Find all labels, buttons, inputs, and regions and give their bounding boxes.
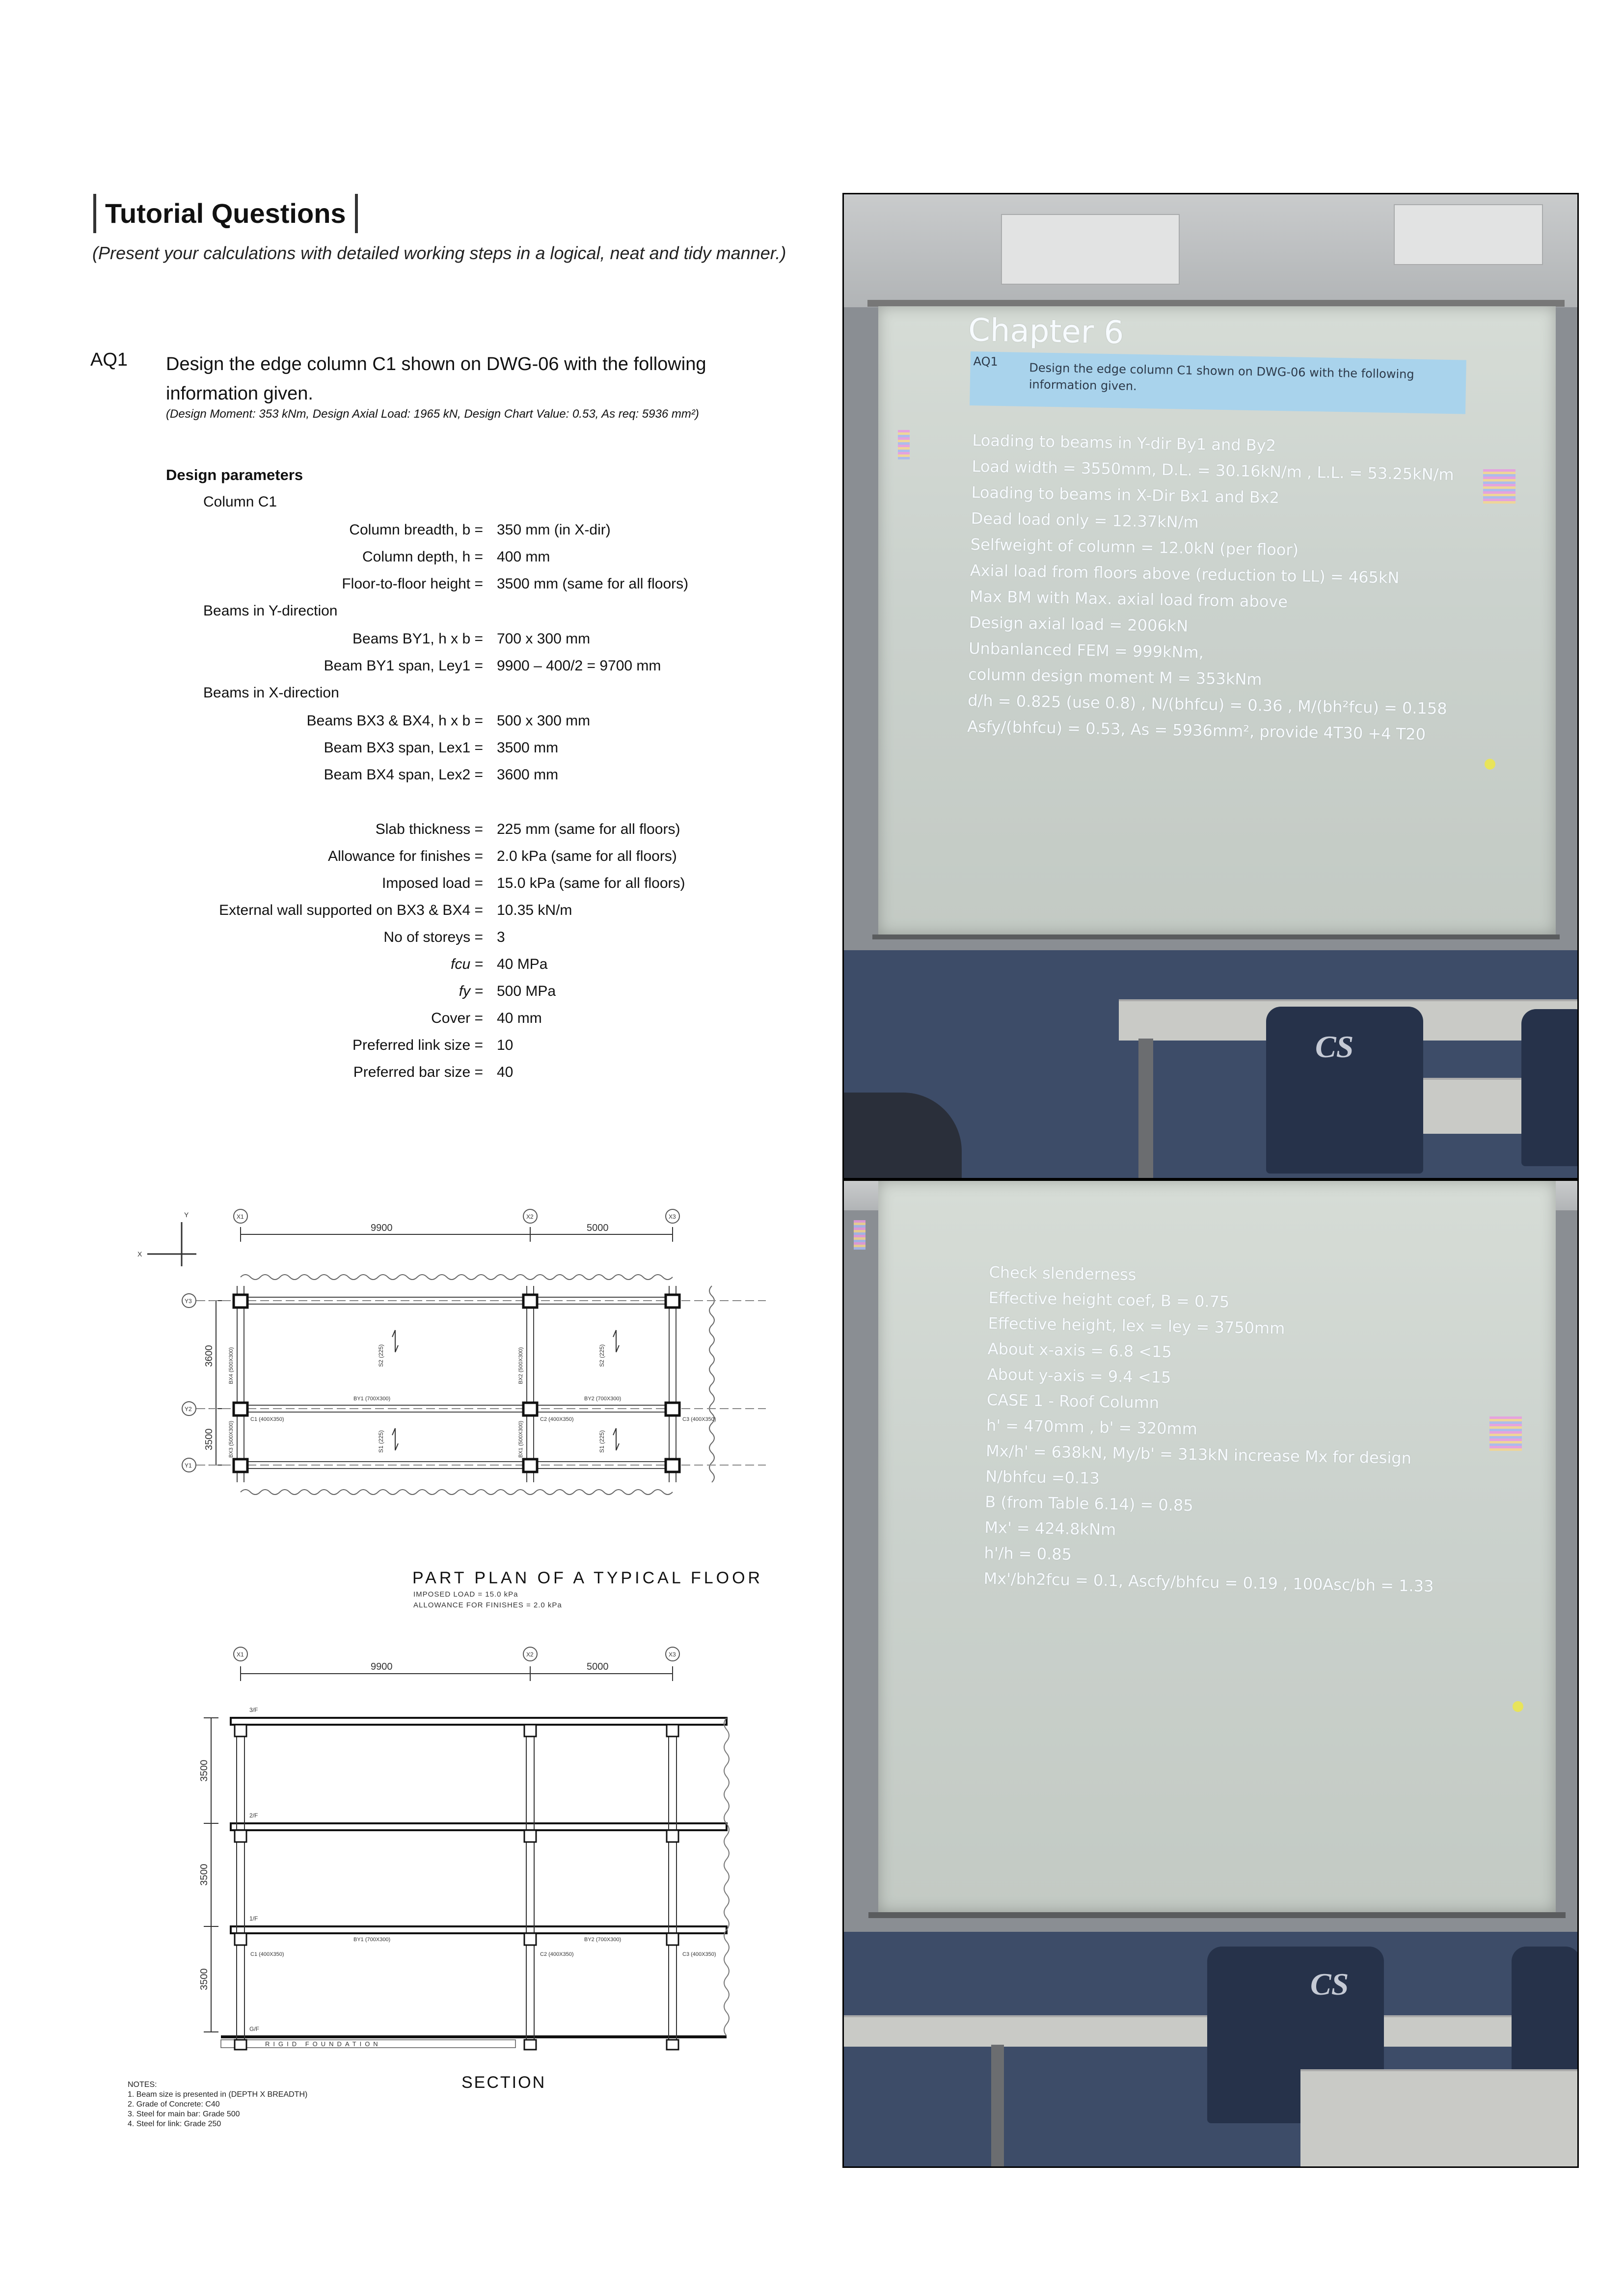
slab-s2-label: S2 (225)	[598, 1344, 605, 1367]
grid-x2: X2	[526, 1213, 534, 1220]
chair-logo: CS	[1310, 1967, 1349, 2002]
screen-bottom-bar	[872, 934, 1560, 939]
section-beam-by1: BY1 (700X300)	[353, 1937, 391, 1943]
height-dim: 3500	[199, 1760, 210, 1782]
slide-box-text: Design the edge column C1 shown on DWG-06 with the following information given.	[1028, 361, 1414, 393]
beam-bx1-label: BX1 (500X300)	[518, 1420, 524, 1458]
level-label: 2/F	[249, 1812, 258, 1819]
notes-heading: NOTES:	[128, 2081, 157, 2089]
param-label: fy =	[459, 983, 483, 999]
param-value: 10.35 kN/m	[497, 902, 572, 918]
slide-line: Loading to beams in Y-dir By1 and By2	[972, 430, 1276, 455]
slab-s1-label: S1 (225)	[598, 1430, 605, 1453]
section-beam-by2: BY2 (700X300)	[584, 1937, 622, 1943]
slide-line: Effective height, lex = ley = 3750mm	[988, 1313, 1285, 1338]
screen-artifact	[898, 430, 910, 459]
plan-note-finishes: ALLOWANCE FOR FINISHES = 2.0 kPa	[413, 1601, 562, 1609]
section-drawing	[191, 1634, 766, 2066]
grid-y2: Y2	[185, 1406, 192, 1413]
plan-columns	[234, 1295, 679, 1472]
floor-plan-drawing	[128, 1198, 766, 1620]
desk	[1300, 2069, 1579, 2168]
slide-line: Load width = 3550mm, D.L. = 30.16kN/m , L.L. = 53.25kN/m	[972, 456, 1454, 484]
axis-x-label: X	[137, 1250, 142, 1258]
param-value: 400 mm	[497, 549, 550, 565]
ceiling-light	[1394, 204, 1543, 265]
ceiling-light	[1001, 214, 1180, 285]
param-label: Imposed load =	[382, 875, 483, 891]
slide-line: B (from Table 6.14) = 0.85	[985, 1492, 1193, 1515]
axis-y-label: Y	[184, 1211, 189, 1219]
param-label: Column depth, h =	[362, 549, 483, 565]
param-label: Cover =	[431, 1010, 483, 1026]
section-grid-x1: X1	[237, 1651, 244, 1658]
param-label: Beams BY1, h x b =	[352, 631, 483, 647]
col-c1-label: C1 (400X350)	[250, 1416, 284, 1422]
beam-bx2-label: BX2 (500X300)	[518, 1347, 524, 1384]
param-label: Allowance for finishes =	[328, 848, 483, 864]
slide-1-body	[967, 427, 1455, 748]
slide-line: Mx/h' = 638kN, My/b' = 313kN increase Mx for design	[985, 1441, 1412, 1468]
param-value: 3500 mm	[497, 740, 559, 756]
slide-line: Axial load from floors above (reduction to LL) = 465kN	[970, 561, 1400, 587]
param-value: 40	[497, 1064, 514, 1080]
screen-artifact	[1483, 469, 1515, 504]
section-dim-9900: 9900	[371, 1661, 393, 1672]
section-beam-drops	[235, 1725, 678, 2050]
chair	[1521, 1009, 1579, 1166]
screen-housing	[867, 300, 1565, 307]
break-line-top	[241, 1275, 673, 1280]
param-label: Beam BX3 span, Lex1 =	[324, 740, 483, 756]
beams-y-heading: Beams in Y-direction	[203, 603, 338, 619]
slide-line: N/bhfcu =0.13	[985, 1467, 1100, 1488]
laser-pointer-dot	[1485, 759, 1495, 770]
slide-line: Design axial load = 2006kN	[969, 613, 1189, 636]
span-arrows	[392, 1330, 622, 1450]
slab-s1-label: S1 (225)	[378, 1430, 384, 1453]
plan-note-imposed: IMPOSED LOAD = 15.0 kPa	[413, 1590, 518, 1599]
slide-line: CASE 1 - Roof Column	[986, 1390, 1160, 1413]
note-item: 1. Beam size is presented in (DEPTH X BREADTH)	[128, 2090, 308, 2099]
param-label: Slab thickness =	[375, 821, 483, 837]
lecture-photo-1	[842, 193, 1579, 1179]
param-value: 15.0 kPa (same for all floors)	[497, 875, 685, 891]
screen-artifact	[1489, 1416, 1522, 1451]
section-columns	[237, 1725, 676, 2040]
level-label: 3/F	[249, 1707, 258, 1713]
col-c2-label: C2 (400X350)	[540, 1416, 574, 1422]
slide-line: h' = 470mm , b' = 320mm	[986, 1415, 1198, 1439]
slide-line: Max BM with Max. axial load from above	[969, 587, 1288, 612]
height-dim: 3500	[199, 1968, 210, 1990]
dim-5000: 5000	[587, 1223, 609, 1233]
screen-artifact	[854, 1220, 866, 1250]
slide-line: Dead load only = 12.37kN/m	[971, 508, 1199, 532]
question-text: Design the edge column C1 shown on DWG-06 with the following information given.	[166, 354, 706, 404]
slide-chapter-title: Chapter 6	[968, 312, 1124, 351]
slide-line: Check slenderness	[989, 1262, 1136, 1284]
slide-line: Asfy/(bhfcu) = 0.53, As = 5936mm², provide 4T30 +4 T20	[967, 717, 1426, 744]
level-label: G/F	[249, 2026, 259, 2032]
slide-question-box	[970, 351, 1466, 414]
param-value: 700 x 300 mm	[497, 631, 591, 647]
notes	[128, 2080, 307, 2129]
question-number: AQ1	[90, 349, 128, 370]
param-value: 40 MPa	[497, 956, 548, 972]
section-grid-x3: X3	[669, 1651, 676, 1658]
plan-beams	[237, 1286, 676, 1482]
section-dim-5000: 5000	[587, 1661, 609, 1672]
column-heading: Column C1	[203, 494, 277, 510]
plan-title: PART PLAN OF A TYPICAL FLOOR	[412, 1569, 763, 1587]
note-item: 4. Steel for link: Grade 250	[128, 2120, 221, 2128]
slide-2-body	[983, 1259, 1439, 1599]
grid-y3: Y3	[185, 1298, 192, 1305]
param-label: Beam BX4 span, Lex2 =	[324, 767, 483, 783]
param-value: 3600 mm	[497, 767, 559, 783]
desk-leg	[991, 2045, 1004, 2168]
break-line-bottom	[241, 1490, 673, 1495]
param-value: 500 x 300 mm	[497, 713, 591, 729]
slide-line: Mx' = 424.8kNm	[984, 1518, 1116, 1539]
param-label: No of storeys =	[383, 929, 483, 945]
chair-logo: CS	[1315, 1029, 1354, 1064]
slide-line: Selfweight of column = 12.0kN (per floor)	[970, 534, 1299, 560]
height-dim: 3500	[199, 1864, 210, 1886]
col-c3-label: C3 (400X350)	[682, 1416, 716, 1422]
slab-s2-label: S2 (225)	[378, 1344, 384, 1367]
param-label: Preferred bar size =	[353, 1064, 483, 1080]
beam-by2-label: BY2 (700X300)	[584, 1396, 622, 1402]
section-break-line	[724, 1718, 729, 2036]
param-value: 225 mm (same for all floors)	[497, 821, 680, 837]
slide-box-number: AQ1	[973, 354, 999, 369]
param-label: Preferred link size =	[352, 1037, 483, 1053]
slide-line: Mx'/bh2fcu = 0.1, Ascfy/bhfcu = 0.19 , 100Asc/bh = 1.33	[983, 1569, 1434, 1596]
param-value: 3	[497, 929, 505, 945]
section-col-c3: C3 (400X350)	[682, 1951, 716, 1957]
param-value: 9900 – 400/2 = 9700 mm	[497, 658, 661, 674]
note-item: 3. Steel for main bar: Grade 500	[128, 2110, 240, 2118]
param-value: 3500 mm (same for all floors)	[497, 576, 689, 592]
page-title: Tutorial Questions	[93, 194, 358, 233]
param-label: External wall supported on BX3 & BX4 =	[219, 902, 483, 918]
grid-x1: X1	[237, 1213, 244, 1220]
param-value: 350 mm (in X-dir)	[497, 522, 611, 538]
param-label: Beams BX3 & BX4, h x b =	[306, 713, 483, 729]
slide-line: About x-axis = 6.8 <15	[987, 1339, 1172, 1362]
dim-3500: 3500	[204, 1428, 215, 1450]
note-item: 2. Grade of Concrete: C40	[128, 2100, 220, 2109]
question-hint: (Design Moment: 353 kNm, Design Axial Load: 1965 kN, Design Chart Value: 0.53, As req: 5936 mm²)	[166, 407, 699, 421]
param-label: fcu =	[451, 956, 483, 972]
param-value: 2.0 kPa (same for all floors)	[497, 848, 677, 864]
param-label: Beam BY1 span, Ley1 =	[324, 658, 483, 674]
param-label: Column breadth, b =	[349, 522, 483, 538]
dim-3600: 3600	[204, 1345, 215, 1367]
slide-line: Unbanlanced FEM = 999kNm,	[968, 639, 1204, 662]
laser-pointer-dot	[1513, 1701, 1523, 1712]
beam-by1-label: BY1 (700X300)	[353, 1396, 391, 1402]
grid-lines	[196, 1301, 766, 1465]
section-col-c1: C1 (400X350)	[250, 1951, 284, 1957]
beam-bx4-label: BX4 (500X300)	[228, 1347, 234, 1384]
lecture-photo-2	[842, 1179, 1579, 2168]
beams-x-heading: Beams in X-direction	[203, 685, 339, 701]
grid-x3: X3	[669, 1213, 676, 1220]
section-slabs	[231, 1718, 727, 1933]
dim-9900: 9900	[371, 1223, 393, 1233]
slide-line: Loading to beams in X-Dir Bx1 and Bx2	[971, 482, 1280, 507]
design-parameters-title: Design parameters	[166, 466, 303, 483]
param-label: Floor-to-floor height =	[342, 576, 483, 592]
desk-leg	[1138, 1039, 1153, 1179]
param-value: 10	[497, 1037, 514, 1053]
grid-y1: Y1	[185, 1462, 192, 1469]
slide-line: Effective height coef, B = 0.75	[988, 1288, 1230, 1311]
section-title: SECTION	[461, 2073, 546, 2092]
section-col-c2: C2 (400X350)	[540, 1951, 574, 1957]
slide-line: d/h = 0.825 (use 0.8) , N/(bhfcu) = 0.36 , M/(bh²fcu) = 0.158	[967, 691, 1448, 718]
slide-line: column design moment M = 353kNm	[968, 665, 1262, 689]
instruction-text: (Present your calculations with detailed working steps in a logical, neat and tidy manner.)	[92, 243, 786, 263]
axis-indicator	[147, 1222, 196, 1266]
foundation-label: RIGID FOUNDATION	[265, 2040, 381, 2048]
slide-line: About y-axis = 9.4 <15	[987, 1364, 1171, 1387]
screen-bottom-bar	[868, 1912, 1566, 1918]
beam-bx3-label: BX3 (500X300)	[228, 1420, 234, 1458]
level-label: 1/F	[249, 1915, 258, 1922]
param-value: 500 MPa	[497, 983, 556, 999]
param-value: 40 mm	[497, 1010, 542, 1026]
section-grid-x2: X2	[526, 1651, 534, 1658]
break-line-right	[709, 1286, 714, 1482]
slide-line: h'/h = 0.85	[984, 1543, 1072, 1564]
